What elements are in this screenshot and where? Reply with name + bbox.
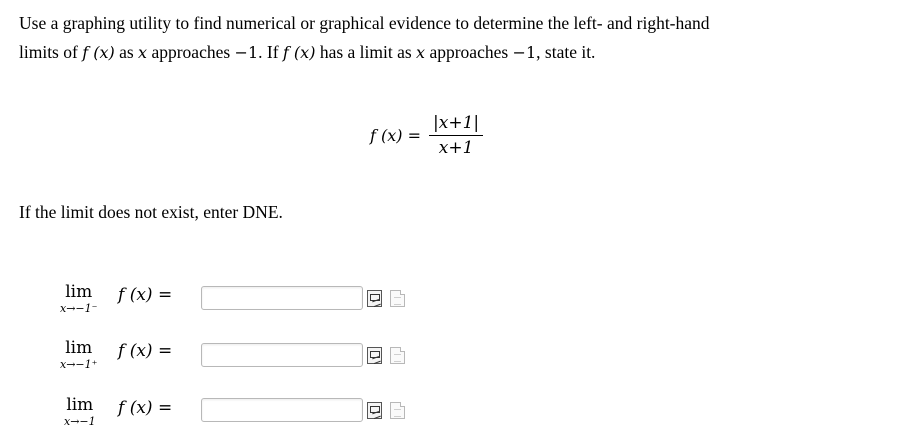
lim-expression: f (x) = — [118, 285, 173, 305]
equation-editor-icon[interactable] — [367, 347, 382, 364]
left-limit-answer-input[interactable] — [201, 286, 363, 310]
formula-numerator: |x+1| — [429, 113, 483, 136]
preview-icon[interactable] — [390, 347, 405, 364]
right-limit-answer-input[interactable] — [201, 343, 363, 367]
limit-row-two-sided — [0, 393, 898, 443]
question-line-2: limits of f (x) as x approaches −1. If f (x) has a limit as x approaches −1, state it. — [19, 42, 596, 62]
neg-one-math: −1 — [234, 43, 259, 62]
lim-expression: f (x) = — [118, 398, 173, 418]
formula-lhs: f (x) = — [370, 125, 422, 145]
limit-row-left — [0, 278, 898, 328]
dne-instruction: If the limit does not exist, enter DNE. — [19, 202, 283, 222]
lim-operator: lim x→−1⁺ — [60, 338, 98, 371]
question-line-1: Use a graphing utility to find numerical or graphical evidence to determine the left- and right-hand — [19, 13, 710, 33]
lim-expression: f (x) = — [118, 341, 173, 361]
formula-denominator: x+1 — [438, 137, 474, 158]
lim-subscript: x→−1⁻ — [60, 302, 98, 315]
preview-icon[interactable] — [390, 290, 405, 307]
lim-subscript: x→−1 — [64, 415, 96, 428]
equation-editor-icon[interactable] — [367, 402, 382, 419]
limit-row-right — [0, 336, 898, 386]
equation-editor-icon[interactable] — [367, 290, 382, 307]
lim-operator: lim x→−1⁻ — [60, 282, 98, 315]
preview-icon[interactable] — [390, 402, 405, 419]
x-var-math: x — [138, 43, 148, 62]
function-definition — [370, 110, 483, 160]
x-var-math-2: x — [416, 43, 426, 62]
neg-one-math-2: −1 — [512, 43, 537, 62]
lim-operator: lim x→−1 — [64, 395, 96, 428]
two-sided-limit-answer-input[interactable] — [201, 398, 363, 422]
formula-fraction — [429, 113, 483, 158]
fx-math: f (x) — [82, 43, 115, 62]
question-text — [19, 9, 879, 67]
lim-subscript: x→−1⁺ — [60, 358, 98, 371]
fx-math-2: f (x) — [282, 43, 316, 62]
